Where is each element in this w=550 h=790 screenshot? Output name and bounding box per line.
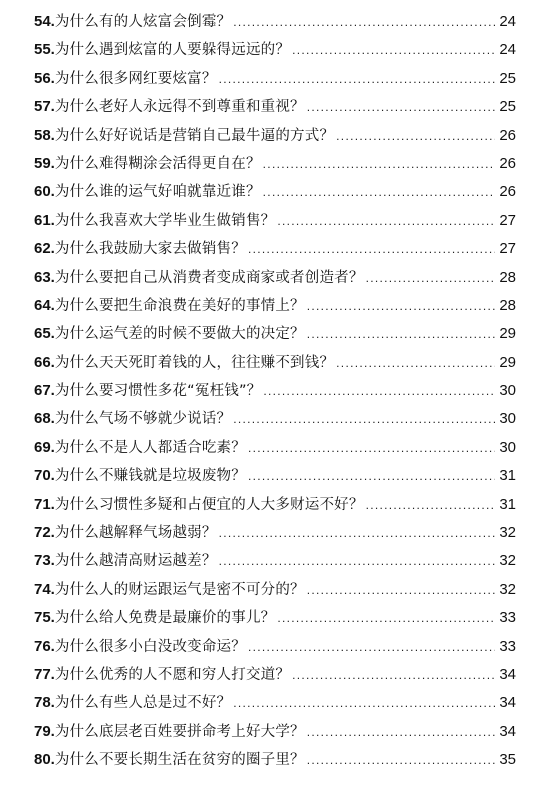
toc-entry-number: 58.: [34, 126, 55, 144]
toc-entry-title: 为什么有的人炫富会倒霉？: [54, 14, 232, 30]
toc-entry[interactable]: [34, 746, 516, 774]
toc-entry[interactable]: [34, 178, 516, 206]
toc-entry-number: 55.: [34, 41, 55, 59]
toc-entry-page-number: 32: [499, 552, 516, 570]
toc-entry-title: 为什么给人免费是最廉价的事儿？: [54, 610, 276, 627]
toc-entry-page-number: 26: [499, 126, 516, 144]
toc-dot-leader: [307, 93, 495, 121]
toc-entry-number: 60.: [34, 183, 55, 201]
toc-entry-title: 为什么气场不够就少说话？: [54, 411, 232, 428]
toc-entry-title: 为什么底层老百姓要拼命考上好大学？: [54, 723, 305, 740]
toc-dot-leader: [277, 207, 495, 235]
toc-entry[interactable]: [34, 576, 516, 604]
toc-entry[interactable]: [34, 434, 516, 462]
toc-entry[interactable]: [34, 93, 516, 121]
toc-entry-page-number: 31: [499, 467, 516, 485]
toc-entry-page-number: 29: [499, 325, 516, 343]
toc-entry-number: 75.: [34, 609, 55, 627]
toc-dot-leader: [307, 320, 495, 348]
toc-entry-page-number: 28: [499, 296, 516, 314]
toc-entry-number: 76.: [34, 637, 55, 655]
toc-entry[interactable]: [34, 150, 516, 178]
toc-entry-page-number: 28: [499, 268, 516, 286]
toc-entry[interactable]: [34, 8, 516, 36]
toc-dot-leader: [263, 377, 495, 405]
toc-dot-leader: [233, 405, 495, 433]
toc-entry-title: 为什么不要长期生活在贫穷的圈子里？: [54, 752, 305, 769]
toc-entry-page-number: 34: [499, 722, 516, 740]
toc-entry[interactable]: [34, 320, 516, 348]
toc-dot-leader: [248, 235, 495, 263]
toc-entry-title: 为什么习惯性多疑和占便宜的人大多财运不好？: [54, 496, 364, 513]
toc-entry-title: 为什么谁的运气好咱就靠近谁？: [54, 184, 261, 201]
toc-entry-title: 为什么不是人人都适合吃素？: [54, 439, 246, 456]
toc-entry-title: 为什么运气差的时候不要做大的决定？: [54, 326, 305, 343]
toc-entry-number: 77.: [34, 665, 55, 683]
toc-dot-leader: [248, 434, 495, 462]
toc-entry-number: 64.: [34, 296, 55, 314]
toc-entry[interactable]: [34, 405, 516, 433]
toc-entry-title: 为什么老好人永远得不到尊重和重视？: [54, 99, 305, 116]
toc-entry[interactable]: [34, 235, 516, 263]
toc-entry-title: 为什么越清高财运越差？: [54, 553, 217, 570]
toc-dot-leader: [248, 633, 495, 661]
toc-entry[interactable]: [34, 349, 516, 377]
toc-entry-page-number: 35: [499, 751, 516, 769]
toc-entry-page-number: 29: [499, 353, 516, 371]
toc-entry[interactable]: [34, 604, 516, 632]
toc-entry-page-number: 27: [499, 211, 516, 229]
toc-entry-title: 为什么很多网红要炫富？: [54, 70, 217, 87]
toc-entry-number: 62.: [34, 240, 55, 258]
toc-entry-page-number: 30: [499, 382, 516, 400]
toc-entry-title: 为什么我鼓励大家去做销售？: [54, 241, 246, 258]
toc-entry-page-number: 32: [499, 580, 516, 598]
toc-entry-page-number: 26: [499, 183, 516, 201]
toc-entry-number: 69.: [34, 438, 55, 456]
toc-dot-leader: [307, 746, 495, 774]
toc-dot-leader: [277, 604, 495, 632]
toc-entry-number: 70.: [34, 467, 55, 485]
toc-entry-page-number: 25: [499, 69, 516, 87]
toc-entry-title: 为什么有些人总是过不好？: [54, 695, 232, 712]
toc-entry[interactable]: [34, 292, 516, 320]
toc-entry-number: 65.: [34, 325, 55, 343]
toc-entry-title: 为什么优秀的人不愿和穷人打交道？: [54, 666, 291, 683]
toc-entry[interactable]: [34, 65, 516, 93]
toc-entry-title: 为什么我喜欢大学毕业生做销售？: [54, 212, 276, 229]
toc-entry-number: 63.: [34, 268, 55, 286]
toc-entry-page-number: 26: [499, 154, 516, 172]
toc-dot-leader: [219, 65, 495, 93]
toc-entry-number: 68.: [34, 410, 55, 428]
toc-entry-number: 61.: [34, 211, 55, 229]
toc-entry-title: 为什么遇到炫富的人要躲得远远的？: [54, 42, 291, 59]
toc-entry[interactable]: [34, 122, 516, 150]
toc-entry[interactable]: [34, 519, 516, 547]
toc-entry-number: 78.: [34, 694, 55, 712]
toc-dot-leader: [307, 576, 495, 604]
toc-entry-page-number: 30: [499, 410, 516, 428]
toc-entry-number: 72.: [34, 524, 55, 542]
toc-dot-leader: [233, 8, 495, 36]
toc-entry-number: 59.: [34, 154, 55, 172]
toc-dot-leader: [307, 292, 495, 320]
toc-entry-number: 80.: [34, 751, 55, 769]
toc-entry-number: 56.: [34, 69, 55, 87]
toc-dot-leader: [248, 462, 495, 490]
toc-entry[interactable]: [34, 689, 516, 717]
toc-entry-page-number: 34: [499, 694, 516, 712]
toc-entry-title: 为什么不赚钱就是垃圾废物？: [54, 468, 246, 485]
toc-entry[interactable]: [34, 36, 516, 64]
toc-dot-leader: [233, 689, 495, 717]
toc-entry[interactable]: [34, 491, 516, 519]
toc-entry-page-number: 33: [499, 609, 516, 627]
toc-entry-title: 为什么人的财运跟运气是密不可分的？: [54, 581, 305, 598]
toc-dot-leader: [263, 178, 495, 206]
toc-dot-leader: [219, 547, 495, 575]
toc-entry[interactable]: [34, 207, 516, 235]
toc-entry[interactable]: [34, 718, 516, 746]
toc-entry-page-number: 24: [499, 13, 516, 30]
toc-entry[interactable]: [34, 377, 516, 405]
toc-entry-page-number: 34: [499, 665, 516, 683]
toc-entry-page-number: 24: [499, 41, 516, 59]
toc-entry-title: 为什么要把生命浪费在美好的事情上？: [54, 297, 305, 314]
toc-entry-page-number: 32: [499, 524, 516, 542]
toc-entry-title: 为什么要习惯性多花“冤枉钱”？: [54, 383, 262, 400]
toc-entry-title: 为什么越解释气场越弱？: [54, 525, 217, 542]
toc-dot-leader: [336, 122, 495, 150]
toc-entry[interactable]: [34, 661, 516, 689]
toc-dot-leader: [263, 150, 495, 178]
toc-entry-title: 为什么天天死盯着钱的人，往往赚不到钱？: [54, 354, 335, 371]
toc-entry-number: 74.: [34, 580, 55, 598]
toc-dot-leader: [366, 264, 495, 292]
toc-entry-page-number: 33: [499, 637, 516, 655]
table-of-contents: [34, 8, 516, 775]
toc-entry[interactable]: [34, 264, 516, 292]
toc-entry-number: 73.: [34, 552, 55, 570]
toc-entry-page-number: 30: [499, 438, 516, 456]
toc-dot-leader: [366, 491, 495, 519]
toc-dot-leader: [336, 349, 495, 377]
toc-entry-page-number: 31: [499, 495, 516, 513]
toc-entry-number: 54.: [34, 13, 55, 30]
toc-entry-number: 71.: [34, 495, 55, 513]
toc-dot-leader: [292, 36, 495, 64]
toc-dot-leader: [219, 519, 495, 547]
toc-entry-page-number: 27: [499, 240, 516, 258]
toc-entry-number: 67.: [34, 382, 55, 400]
toc-dot-leader: [292, 661, 495, 689]
toc-entry-title: 为什么难得糊涂会活得更自在？: [54, 155, 261, 172]
toc-entry-page-number: 25: [499, 98, 516, 116]
toc-dot-leader: [307, 718, 495, 746]
toc-entry-title: 为什么要把自己从消费者变成商家或者创造者？: [54, 269, 364, 286]
toc-entry-title: 为什么好好说话是营销自己最牛逼的方式？: [54, 127, 335, 144]
toc-entry-number: 79.: [34, 722, 55, 740]
toc-entry[interactable]: [34, 547, 516, 575]
toc-entry-number: 66.: [34, 353, 55, 371]
toc-entry-title: 为什么很多小白没改变命运？: [54, 638, 246, 655]
toc-entry-number: 57.: [34, 98, 55, 116]
toc-entry[interactable]: [34, 633, 516, 661]
toc-entry[interactable]: [34, 462, 516, 490]
